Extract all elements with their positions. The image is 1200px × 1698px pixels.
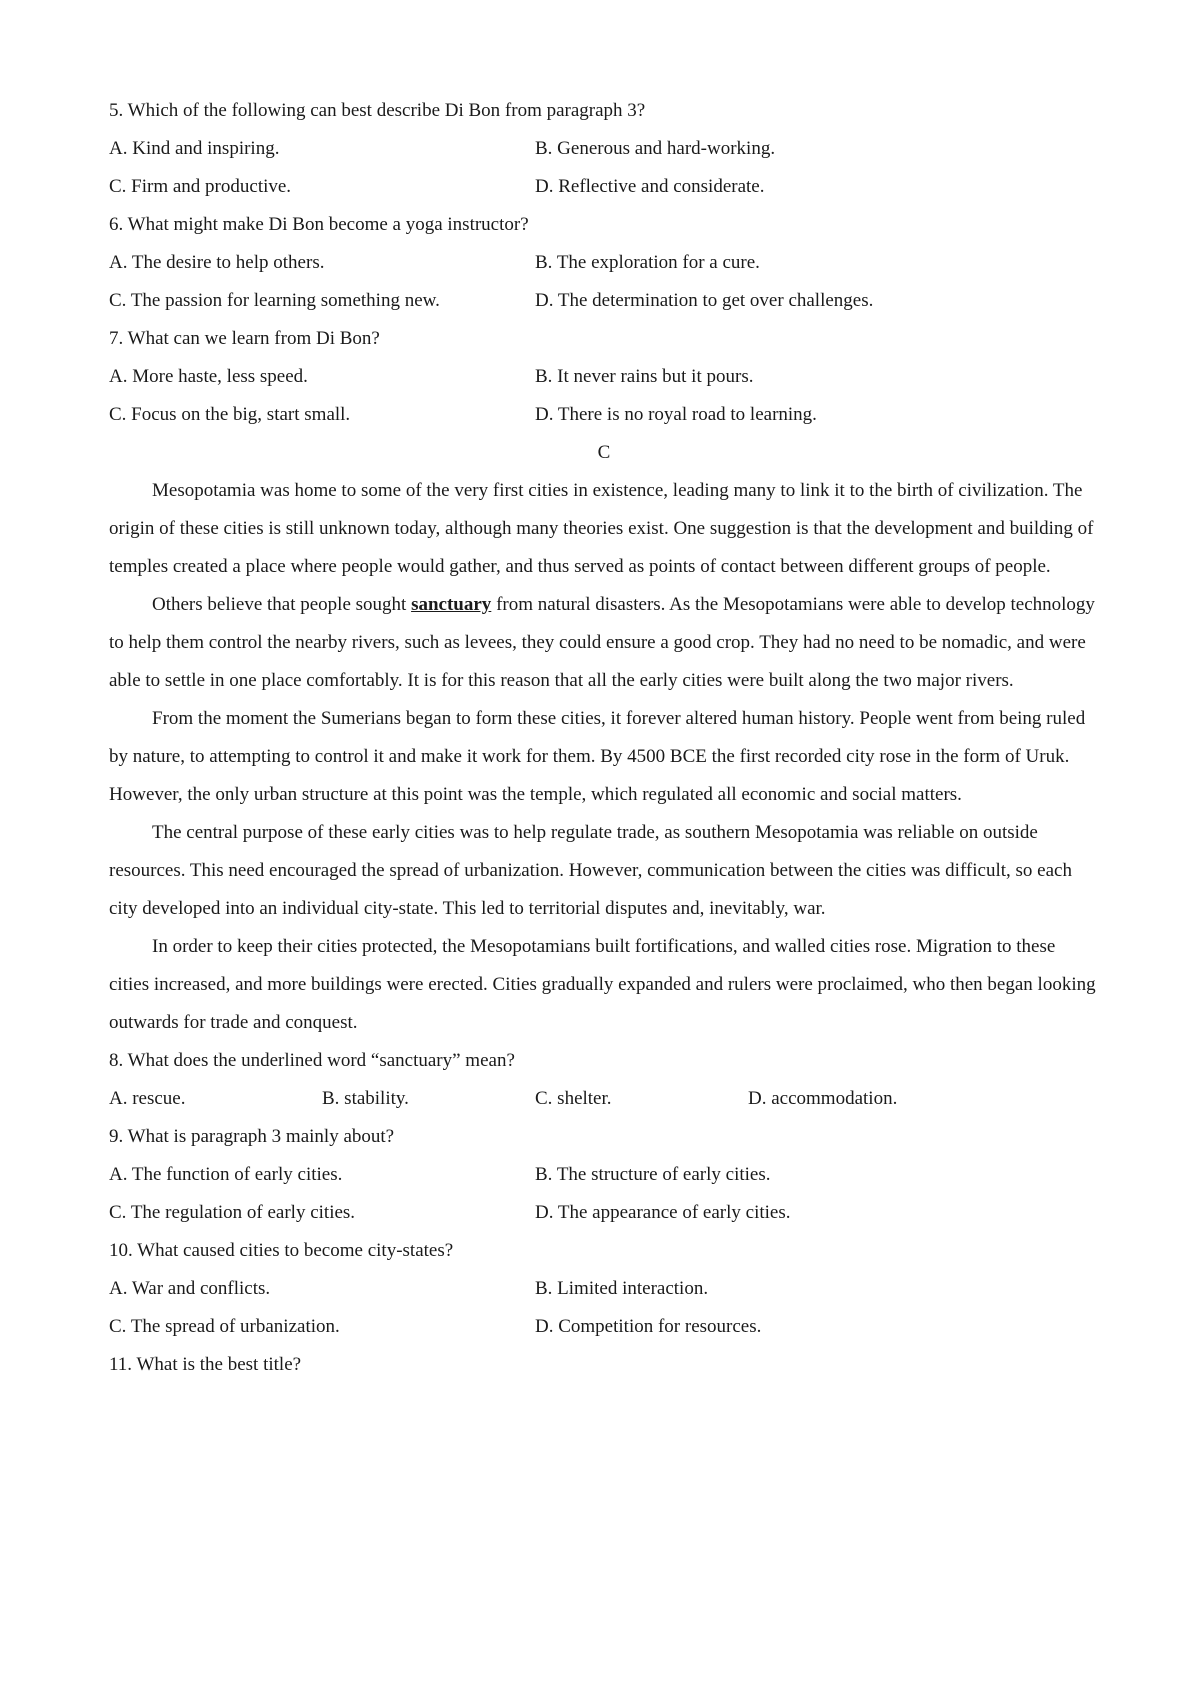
section-heading: C <box>597 442 611 463</box>
q6-option-a: A. The desire to help others. <box>109 252 325 273</box>
q7-option-d: D. There is no royal road to learning. <box>535 404 817 425</box>
q9-option-c: C. The regulation of early cities. <box>109 1202 356 1223</box>
q8-option-d: D. accommodation. <box>748 1088 898 1109</box>
document-page <box>109 92 1099 1384</box>
q6-options-row-1 <box>109 244 1099 282</box>
q9-options-row-2 <box>109 1194 1099 1232</box>
q9-option-a: A. The function of early cities. <box>109 1164 343 1185</box>
q6-option-c: C. The passion for learning something new. <box>109 290 440 311</box>
q8-option-b: B. stability. <box>322 1088 409 1109</box>
q7-option-c: C. Focus on the big, start small. <box>109 404 351 425</box>
q7-options-row-2 <box>109 396 1099 434</box>
q7-option-b: B. It never rains but it pours. <box>535 366 754 387</box>
question-9: 9. What is paragraph 3 mainly about? <box>109 1126 395 1147</box>
q10-option-b: B. Limited interaction. <box>535 1278 709 1299</box>
p2-text-after: from natural disasters. As the Mesopotamians were able to develop technology to help them control the nearby rivers, such as levees, they could ensure a good crop. They had no need to be nomadic, and were able to settle in one place comfortably. It is for this reason that all the early cities were built along the two major rivers. <box>109 594 1095 691</box>
q10-option-a: A. War and conflicts. <box>109 1278 271 1299</box>
q5-option-c: C. Firm and productive. <box>109 176 292 197</box>
q5-option-a: A. Kind and inspiring. <box>109 138 280 159</box>
q5-options-row-2 <box>109 168 1099 206</box>
q8-option-c: C. shelter. <box>535 1088 612 1109</box>
q7-option-a: A. More haste, less speed. <box>109 366 308 387</box>
q6-options-row-2 <box>109 282 1099 320</box>
passage-paragraph-5: In order to keep their cities protected, the Mesopotamians built fortifications, and walled cities rose. Migration to these cities increased, and more buildings were erected. Cities gradually expanded and rulers were proclaimed, who then began looking outwards for trade and conquest. <box>109 936 1096 1033</box>
q6-option-b: B. The exploration for a cure. <box>535 252 760 273</box>
passage-paragraph-1: Mesopotamia was home to some of the very first cities in existence, leading many to link it to the birth of civilization. The origin of these cities is still unknown today, although many theories exist. One suggestion is that the development and building of temples created a place where people would gather, and thus served as points of contact between different groups of people. <box>109 480 1094 577</box>
q7-options-row-1 <box>109 358 1099 396</box>
q6-option-d: D. The determination to get over challenges. <box>535 290 874 311</box>
q10-option-d: D. Competition for resources. <box>535 1316 762 1337</box>
p2-text-before: Others believe that people sought <box>152 594 412 615</box>
underlined-word: sanctuary <box>411 594 492 615</box>
q5-option-b: B. Generous and hard-working. <box>535 138 776 159</box>
question-11: 11. What is the best title? <box>109 1354 302 1375</box>
q5-option-d: D. Reflective and considerate. <box>535 176 765 197</box>
q5-options-row-1 <box>109 130 1099 168</box>
question-10: 10. What caused cities to become city-states? <box>109 1240 454 1261</box>
q10-options-row-1 <box>109 1270 1099 1308</box>
passage-paragraph-4: The central purpose of these early cities was to help regulate trade, as southern Mesopotamia was reliable on outside resources. This need encouraged the spread of urbanization. However, communication between the cities was difficult, so each city developed into an individual city-state. This led to territorial disputes and, inevitably, war. <box>109 822 1072 919</box>
q10-option-c: C. The spread of urbanization. <box>109 1316 340 1337</box>
q9-option-d: D. The appearance of early cities. <box>535 1202 791 1223</box>
q10-options-row-2 <box>109 1308 1099 1346</box>
question-6: 6. What might make Di Bon become a yoga instructor? <box>109 214 529 235</box>
question-5: 5. Which of the following can best describe Di Bon from paragraph 3? <box>109 100 646 121</box>
q9-option-b: B. The structure of early cities. <box>535 1164 771 1185</box>
question-8: 8. What does the underlined word “sanctuary” mean? <box>109 1050 515 1071</box>
q8-options-row <box>109 1080 1099 1118</box>
passage-paragraph-2 <box>109 586 1099 700</box>
q8-option-a: A. rescue. <box>109 1088 186 1109</box>
q9-options-row-1 <box>109 1156 1099 1194</box>
question-7: 7. What can we learn from Di Bon? <box>109 328 380 349</box>
passage-paragraph-3: From the moment the Sumerians began to form these cities, it forever altered human history. People went from being ruled by nature, to attempting to control it and make it work for them. By 4500 BCE the first recorded city rose in the form of Uruk. However, the only urban structure at this point was the temple, which regulated all economic and social matters. <box>109 708 1086 805</box>
